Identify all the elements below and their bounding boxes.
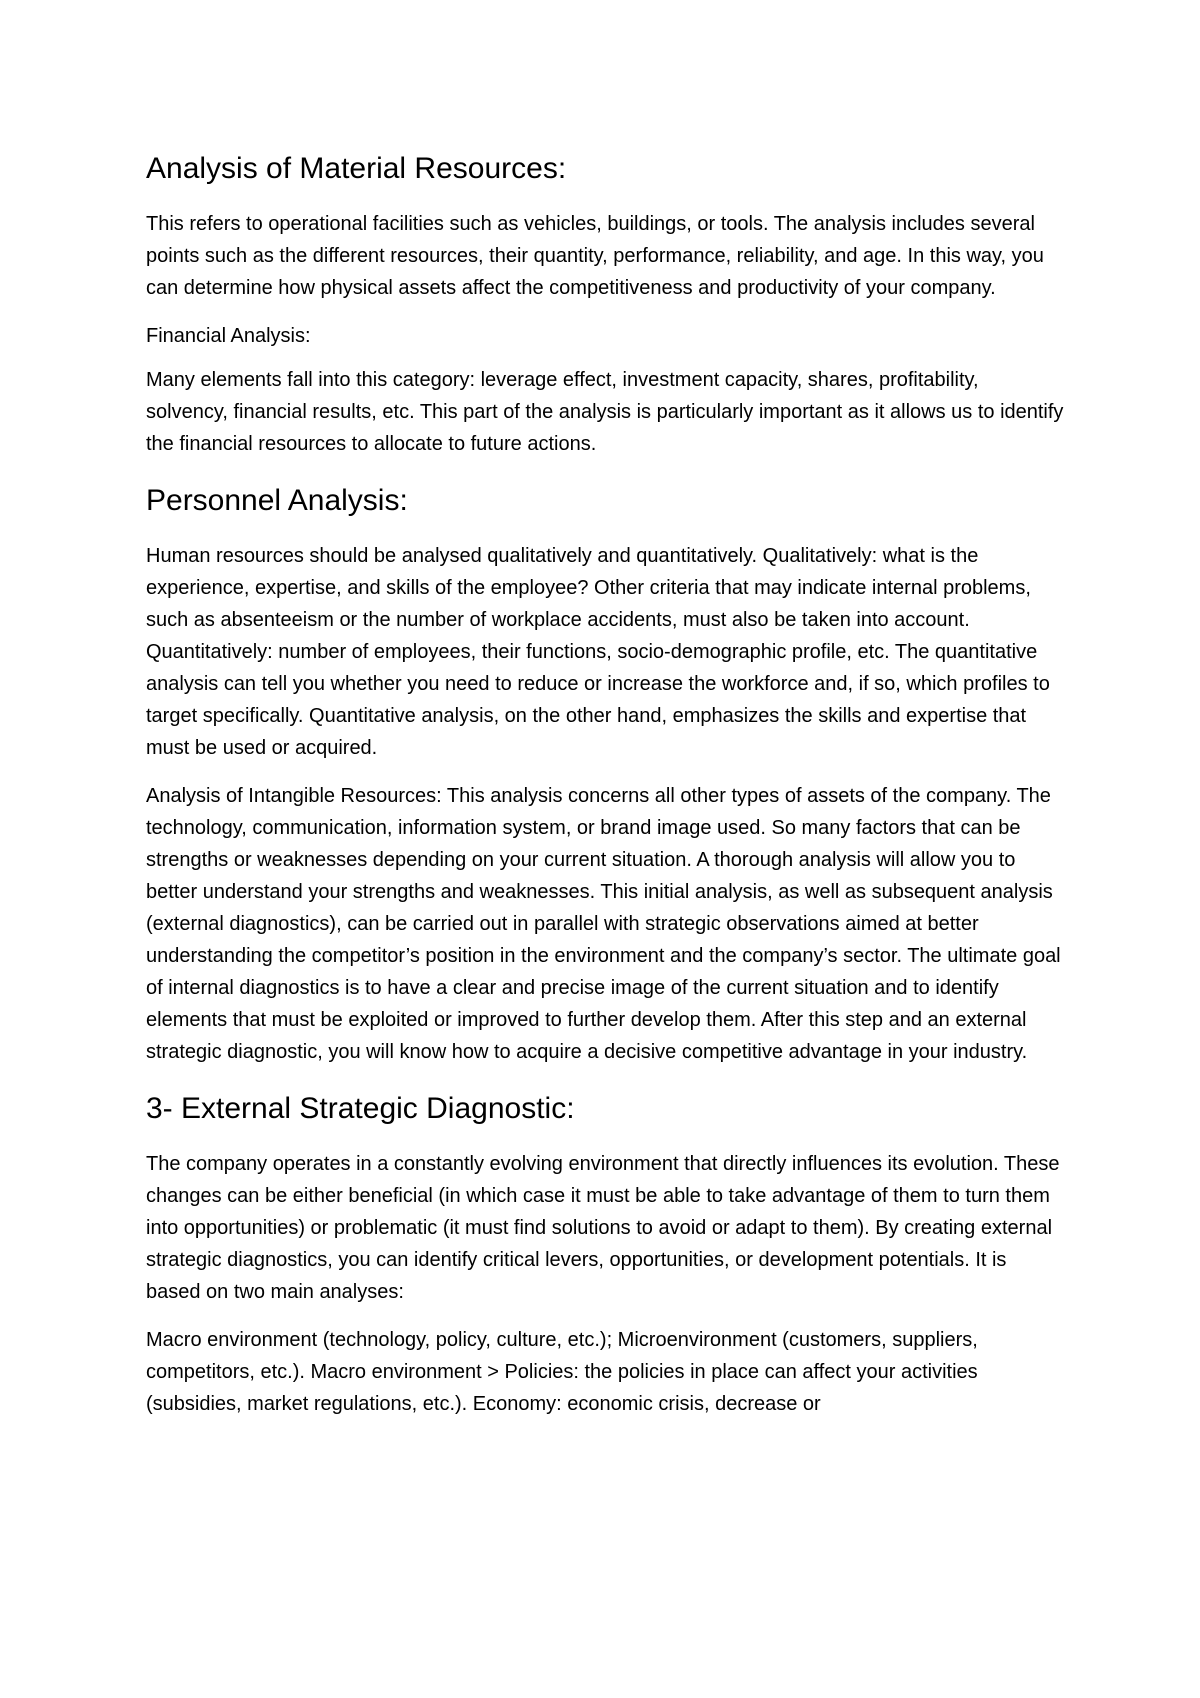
paragraph-external-diagnostic: The company operates in a constantly evolving environment that directly influences its evolution. These changes can be either beneficial (in which case it must be able to take advantage of them to turn them into opportunities) or problematic (it must find solutions to avoid or adapt to them). By creating external strategic diagnostics, you can identify critical levers, opportunities, or development potentials. It is based on two main analyses: (146, 1153, 1060, 1303)
paragraph-financial-analysis: Many elements fall into this category: leverage effect, investment capacity, shares, profitability, solvency, financial results, etc. This part of the analysis is particularly important as it allows us to identify the financial resources to allocate to future actions. (146, 369, 1064, 455)
paragraph-personnel-analysis: Human resources should be analysed qualitatively and quantitatively. Qualitatively: what is the experience, expertise, and skills of the employee? Other criteria that may indicate internal problems, such as absenteeism or the number of workplace accidents, must also be taken into account. Quantitatively: number of employees, their functions, socio-demographic profile, etc. The quantitative analysis can tell you whether you need to reduce or increase the workforce and, if so, which profiles to target specifically. Quantitative analysis, on the other hand, emphasizes the skills and expertise that must be used or acquired. (146, 545, 1050, 759)
paragraph-intangible-resources: Analysis of Intangible Resources: This analysis concerns all other types of assets of the company. The technology, communication, information system, or brand image used. So many factors that can be strengths or weaknesses depending on your current situation. A thorough analysis will allow you to better understand your strengths and weaknesses. This initial analysis, as well as subsequent analysis (external diagnostics), can be carried out in parallel with strategic observations aimed at better understanding the competitor’s position in the environment and the company’s sector. The ultimate goal of internal diagnostics is to have a clear and precise image of the current situation and to identify elements that must be exploited or improved to further develop them. After this step and an external strategic diagnostic, you will know how to acquire a decisive competitive advantage in your industry. (146, 785, 1061, 1063)
label-financial-analysis: Financial Analysis: (146, 325, 311, 347)
paragraph-material-resources: This refers to operational facilities such as vehicles, buildings, or tools. The analysis includes several points such as the different resources, their quantity, performance, reliability, and age. In this way, you can determine how physical assets affect the competitiveness and productivity of your company. (146, 213, 1044, 299)
heading-personnel-analysis: Personnel Analysis: (146, 484, 408, 517)
paragraph-macro-environment: Macro environment (technology, policy, culture, etc.); Microenvironment (customers, suppliers, competitors, etc.). Macro environment > Policies: the policies in place can affect your activities (subsidies, market regulations, etc.). Economy: economic crisis, decrease or (146, 1329, 978, 1415)
document-page (146, 150, 1066, 1436)
heading-material-resources: Analysis of Material Resources: (146, 152, 567, 185)
heading-external-diagnostic: 3- External Strategic Diagnostic: (146, 1092, 575, 1125)
